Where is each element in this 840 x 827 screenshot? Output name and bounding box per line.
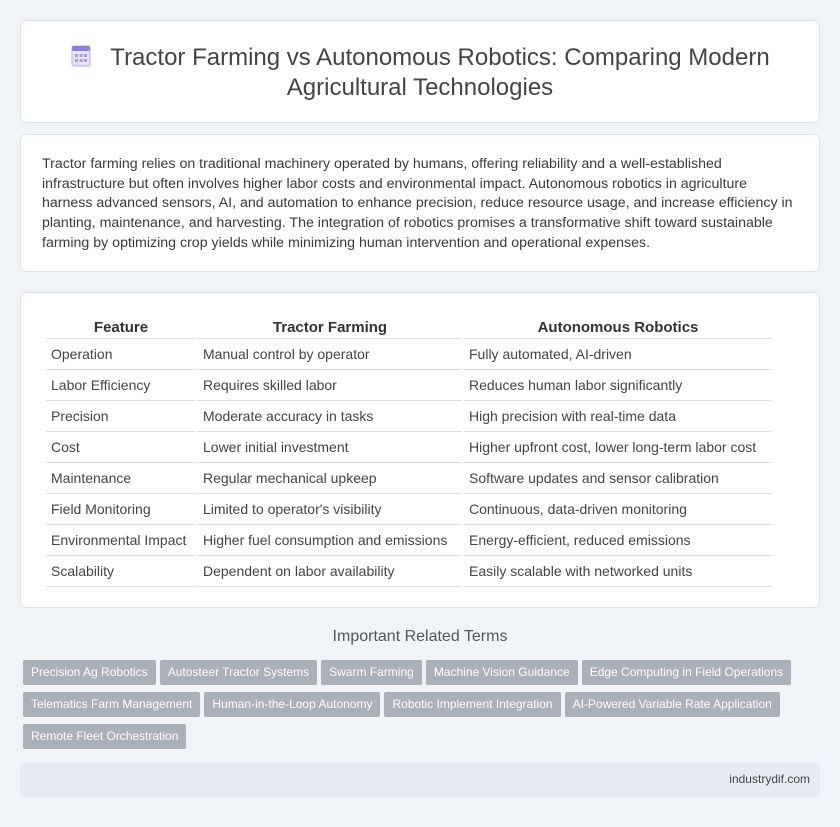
related-term-tag[interactable]: Precision Ag Robotics xyxy=(23,660,156,685)
related-terms-heading: Important Related Terms xyxy=(332,628,508,645)
footer-site[interactable]: industrydif.com xyxy=(729,772,810,786)
robotics-cell: High precision with real-time data xyxy=(464,401,772,432)
robotics-cell: Continuous, data-driven monitoring xyxy=(464,494,772,525)
feature-cell: Precision xyxy=(46,401,196,432)
feature-cell: Maintenance xyxy=(46,463,196,494)
table-header-row xyxy=(46,315,772,339)
table-row xyxy=(46,432,772,463)
header-autonomous-robotics: Autonomous Robotics xyxy=(464,315,772,339)
feature-cell: Environmental Impact xyxy=(46,525,196,556)
tractor-cell: Lower initial investment xyxy=(198,432,462,463)
related-term-tag[interactable]: Human-in-the-Loop Autonomy xyxy=(204,692,380,717)
related-term-tag[interactable]: Edge Computing in Field Operations xyxy=(582,660,791,685)
tractor-cell: Regular mechanical upkeep xyxy=(198,463,462,494)
header-tractor-farming: Tractor Farming xyxy=(198,315,462,339)
tag-row xyxy=(23,660,823,692)
related-term-tag[interactable]: Remote Fleet Orchestration xyxy=(23,724,186,749)
tag-row xyxy=(23,724,823,756)
robotics-cell: Energy-efficient, reduced emissions xyxy=(464,525,772,556)
tractor-cell: Higher fuel consumption and emissions xyxy=(198,525,462,556)
table-row xyxy=(46,339,772,370)
robotics-cell: Software updates and sensor calibration xyxy=(464,463,772,494)
intro-paragraph: Tractor farming relies on traditional machinery operated by humans, offering reliability and a well-established infrastructure but often involves higher labor costs and environmental impact. Autonomous robotics in agriculture harness advanced sensors, AI, and automation to enhance precision, reduce resource usage, and increase efficiency in planting, maintenance, and harvesting. The integration of robotics promises a transformative shift toward sustainable farming by optimizing crop yields while minimizing human intervention and operational expenses. xyxy=(42,156,793,251)
related-term-tag[interactable]: Robotic Implement Integration xyxy=(384,692,560,717)
related-term-tag[interactable]: Autosteer Tractor Systems xyxy=(160,660,317,685)
tractor-cell: Dependent on labor availability xyxy=(198,556,462,587)
feature-cell: Operation xyxy=(46,339,196,370)
feature-cell: Scalability xyxy=(46,556,196,587)
table-row xyxy=(46,463,772,494)
page-title xyxy=(21,43,819,103)
table-row xyxy=(46,525,772,556)
table-row xyxy=(46,494,772,525)
title-card xyxy=(20,20,820,123)
tractor-cell: Requires skilled labor xyxy=(198,370,462,401)
document-grid-icon xyxy=(70,45,92,67)
related-terms-list xyxy=(23,660,823,756)
table-row xyxy=(46,556,772,587)
robotics-cell: Easily scalable with networked units xyxy=(464,556,772,587)
related-term-tag[interactable]: Machine Vision Guidance xyxy=(426,660,578,685)
table-row xyxy=(46,370,772,401)
tractor-cell: Manual control by operator xyxy=(198,339,462,370)
robotics-cell: Reduces human labor significantly xyxy=(464,370,772,401)
table-row xyxy=(46,401,772,432)
header-feature: Feature xyxy=(46,315,196,339)
footer xyxy=(20,763,820,797)
comparison-card xyxy=(20,292,820,608)
related-term-tag[interactable]: AI-Powered Variable Rate Application xyxy=(565,692,780,717)
tractor-cell: Moderate accuracy in tasks xyxy=(198,401,462,432)
comparison-table xyxy=(44,315,774,587)
feature-cell: Labor Efficiency xyxy=(46,370,196,401)
related-term-tag[interactable]: Telematics Farm Management xyxy=(23,692,200,717)
robotics-cell: Fully automated, AI-driven xyxy=(464,339,772,370)
feature-cell: Field Monitoring xyxy=(46,494,196,525)
related-term-tag[interactable]: Swarm Farming xyxy=(321,660,422,685)
tractor-cell: Limited to operator's visibility xyxy=(198,494,462,525)
page-title-text: Tractor Farming vs Autonomous Robotics: Comparing Modern Agricultural Technologies xyxy=(110,44,770,101)
tag-row xyxy=(23,692,823,724)
intro-card xyxy=(20,134,820,272)
feature-cell: Cost xyxy=(46,432,196,463)
robotics-cell: Higher upfront cost, lower long-term labor cost xyxy=(464,432,772,463)
